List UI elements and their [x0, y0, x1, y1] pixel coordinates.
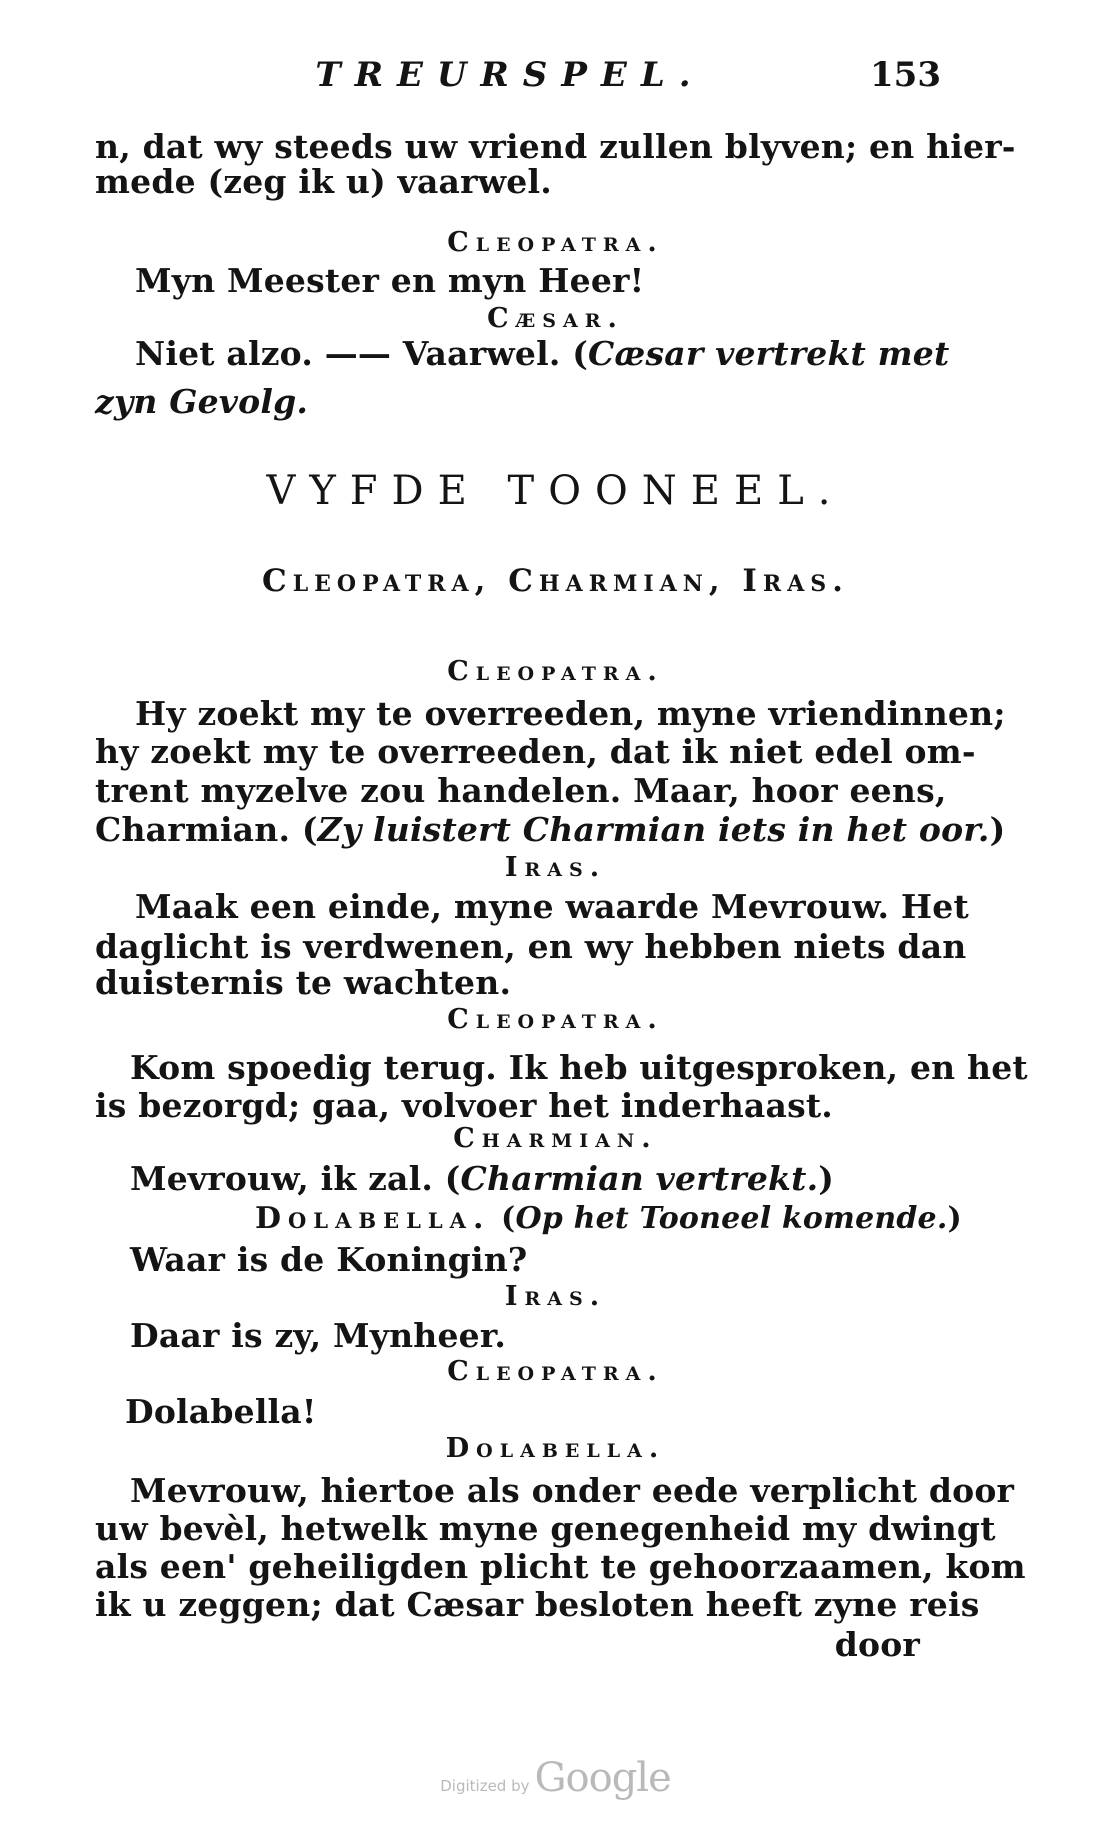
- page-header: [0, 55, 1111, 105]
- text-line: Maak een einde, myne waarde Mevrouw. Het: [135, 887, 969, 926]
- text-segment: ): [818, 1159, 835, 1198]
- text-segment: (: [490, 1201, 516, 1236]
- google-logo: Google: [534, 1755, 671, 1801]
- speaker-label: Dolabella.: [255, 1201, 491, 1236]
- text-line: Myn Meester en myn Heer!: [135, 261, 645, 300]
- page-number: 153: [870, 55, 941, 95]
- speaker-label: Cleopatra.: [447, 1004, 664, 1035]
- text-segment: ): [947, 1201, 962, 1236]
- text-segment: ): [989, 810, 1006, 849]
- speaker-label: Charmian.: [453, 1123, 658, 1154]
- text-line: als een' geheiligden plicht te gehoorzaamen, kom: [95, 1547, 1026, 1586]
- text-line: Mevrouw, hiertoe als onder eede verplicht door: [130, 1471, 1015, 1510]
- speaker-label: Iras.: [504, 852, 607, 883]
- text-line: daglicht is verdwenen, en wy hebben niets dan: [95, 927, 967, 966]
- text-segment: Charmian. (: [95, 810, 318, 849]
- text-line: [95, 810, 1006, 849]
- text-line: Waar is de Koningin?: [130, 1240, 528, 1279]
- text-line: [130, 1160, 970, 1198]
- speaker-entrance-line: [255, 1200, 962, 1238]
- text-line: [135, 335, 975, 373]
- stage-direction: Charmian vertrekt.: [460, 1159, 819, 1198]
- digitized-by-label: Digitized by: [440, 1777, 530, 1795]
- speaker-label: Cleopatra.: [447, 656, 664, 687]
- text-line: ik u zeggen; dat Cæsar besloten heeft zyne reis: [95, 1585, 980, 1624]
- text-line: mede (zeg ik u) vaarwel.: [95, 162, 552, 201]
- text-line: Kom spoedig terug. Ik heb uitgesproken, en het: [130, 1048, 1028, 1087]
- text-line: uw bevèl, hetwelk myne genegenheid my dwingt: [95, 1509, 996, 1548]
- running-title: TREURSPEL.: [315, 55, 705, 95]
- catchword: door: [834, 1625, 920, 1664]
- scene-title: VYFDE TOONEEL.: [266, 468, 845, 514]
- stage-direction: Zy luistert Charmian iets in het oor.: [317, 810, 990, 849]
- text-line: Hy zoekt my te overreeden, myne vriendinnen;: [135, 694, 1006, 733]
- speaker-label: Cleopatra.: [447, 1356, 664, 1387]
- text-line: is bezorgd; gaa, volvoer het inderhaast.: [95, 1086, 833, 1125]
- text-line: trent myzelve zou handelen. Maar, hoor eens,: [95, 771, 947, 810]
- text-line: hy zoekt my te overreeden, dat ik niet edel om-: [95, 732, 976, 771]
- text-line: duisternis te wachten.: [95, 963, 512, 1002]
- speaker-label: Iras.: [504, 1281, 607, 1312]
- speaker-label: Cleopatra.: [447, 227, 664, 258]
- speaker-label: Cæsar.: [487, 303, 624, 334]
- stage-direction: Cæsar vertrekt met: [588, 334, 950, 373]
- speaker-label: Dolabella.: [445, 1433, 666, 1464]
- text-segment: Niet alzo. —— Vaarwel. (: [135, 334, 589, 373]
- text-line: Daar is zy, Mynheer.: [130, 1316, 507, 1355]
- text-segment: Mevrouw, ik zal. (: [130, 1159, 461, 1198]
- cast-list: Cleopatra, Charmian, Iras.: [262, 563, 849, 599]
- text-line: n, dat wy steeds uw vriend zullen blyven; en hier-: [95, 127, 1016, 166]
- digitized-by-google-watermark: [0, 1755, 1111, 1801]
- stage-direction: Op het Tooneel komende.: [515, 1201, 948, 1236]
- stage-direction: zyn Gevolg.: [95, 382, 309, 421]
- text-line: Dolabella!: [125, 1392, 317, 1431]
